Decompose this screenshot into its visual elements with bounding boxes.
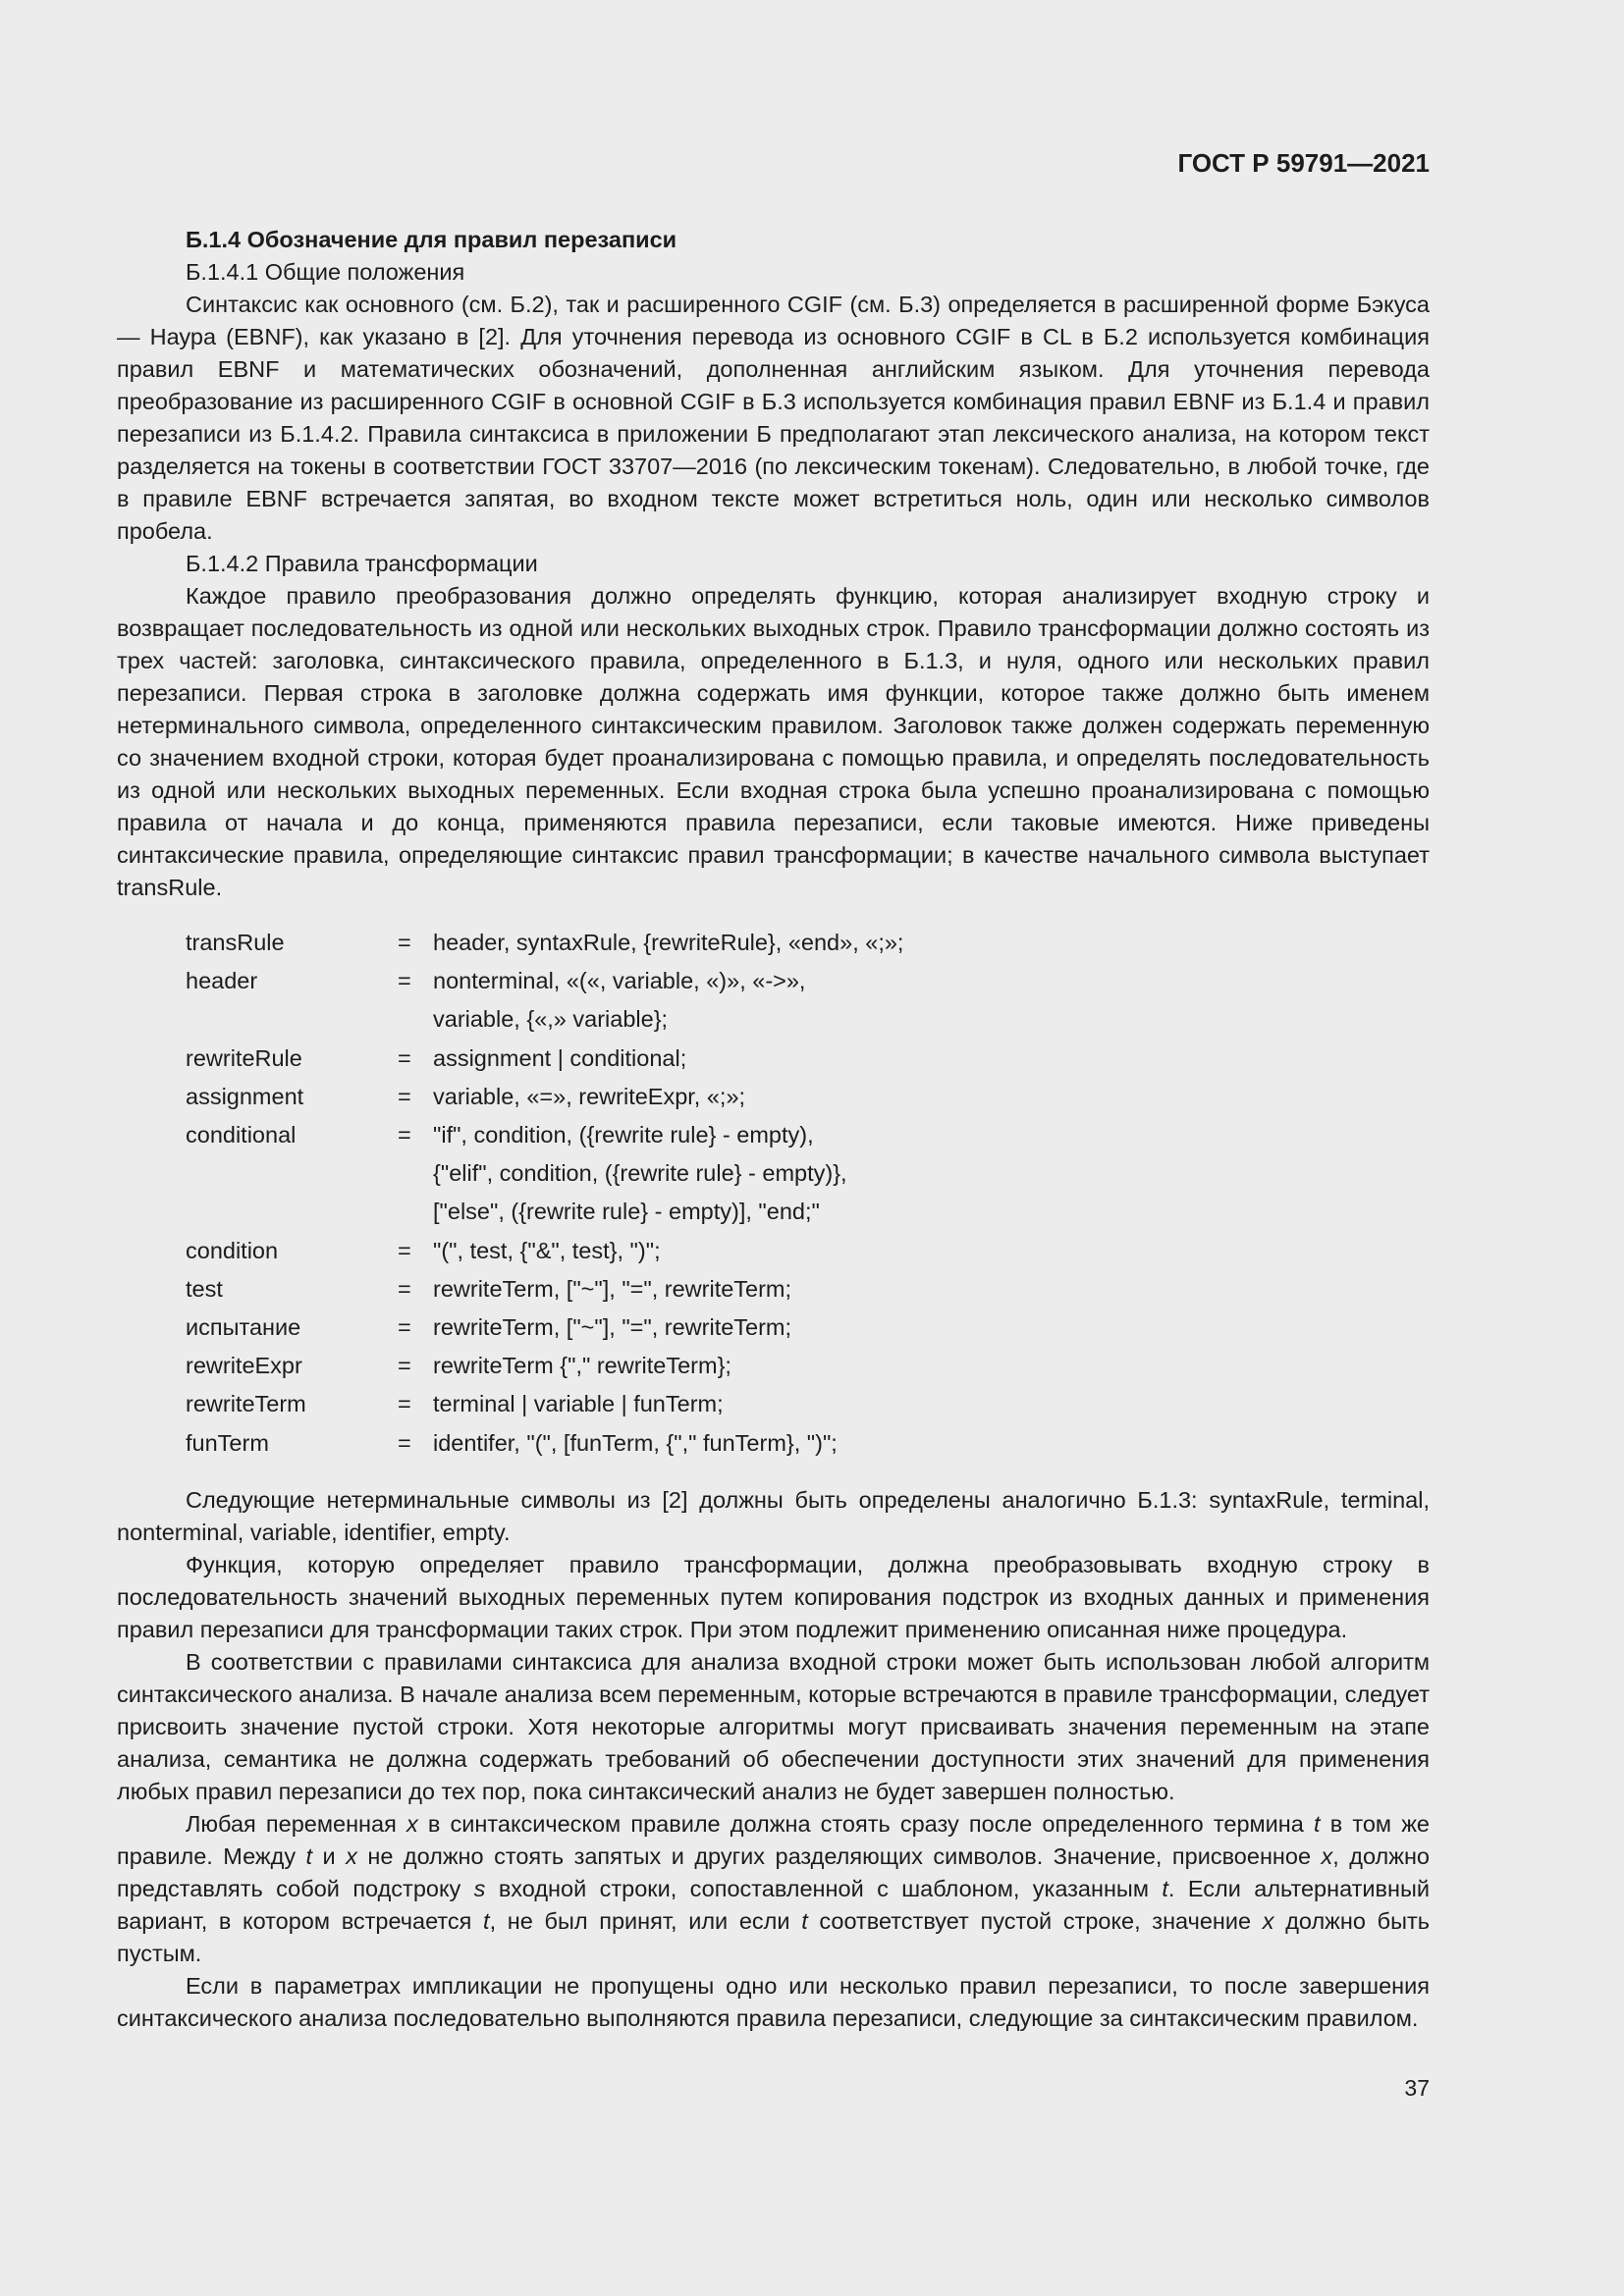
grammar-rule-name: [186, 1154, 398, 1193]
grammar-rule-body: {"elif", condition, ({rewrite rule} - empty)},: [433, 1160, 847, 1187]
grammar-rule-name: испытание: [186, 1314, 301, 1341]
grammar-rule-name: transRule: [186, 930, 285, 955]
grammar-block: [186, 924, 1430, 1463]
grammar-rule-name: test: [186, 1275, 223, 1302]
paragraph-general: Синтаксис как основного (см. Б.2), так и расширенного CGIF (см. Б.3) определяется в расширенной форме Бэкуса — Наура (EBNF), как указано в [2]. Для уточнения перевода из основного CGIF в CL в Б.2 используется комбинация правил EBNF и математических обозначений, дополненная английским языком. Для уточнения перевода преобразование из расширенного CGIF в основной CGIF в Б.3 используется комбинация правил EBNF из Б.1.4 и правил перезаписи из Б.1.4.2. Правила синтаксиса в приложении Б предполагают этап лексического анализа, на котором текст разделяется на токены в соответствии ГОСТ 33707—2016 (по лексическим токенам). Следовательно, в любой точке, где в правиле EBNF встречается запятая, во входном тексте может встретиться ноль, один или несколько символов пробела.: [117, 292, 1430, 544]
grammar-rule-equals: =: [398, 1429, 411, 1456]
grammar-rule-body: nonterminal, «(«, variable, «)», «->»,: [433, 968, 806, 994]
text-run: , должно представлять собой подстроку: [117, 1842, 1430, 1901]
text-run: соответствует пустой строке, значение: [807, 1907, 1263, 1934]
variable-x: x: [406, 1810, 418, 1837]
grammar-rule-body: terminal | variable | funTerm;: [433, 1391, 724, 1417]
grammar-rule: [186, 1232, 1430, 1270]
grammar-rule-equals: =: [398, 1353, 411, 1379]
grammar-rule-equals: [398, 1193, 433, 1231]
grammar-rule-name: condition: [186, 1237, 279, 1263]
grammar-rule-body: rewriteTerm, ["~"], "=", rewriteTerm;: [433, 1275, 792, 1302]
text-run: в синтаксическом правиле должна стоять сразу после определенного термина: [417, 1810, 1315, 1837]
grammar-rule-body: assignment | conditional;: [433, 1044, 687, 1071]
text-run: Любая переменная: [186, 1810, 406, 1837]
subsection-title-general: Б.1.4.1 Общие положения: [186, 259, 465, 285]
grammar-rule-name: rewriteExpr: [186, 1353, 302, 1379]
paragraph-analysis: В соответствии с правилами синтаксиса для анализа входной строки может быть использован любой алгоритм синтаксического анализа. В начале анализа всем переменным, которые встречаются в правиле трансформации, следует присвоить значение пустой строки. Хотя некоторые алгоритмы могут присваивать значения переменным на этапе анализа, семантика не должна содержать требований об обеспечении доступности этих значений для применения любых правил перезаписи до тех пор, пока синтаксический анализ не будет завершен полностью.: [117, 1648, 1430, 1804]
variable-x: x: [1321, 1842, 1333, 1869]
grammar-rule-equals: =: [398, 968, 411, 994]
paragraph-variables: [117, 1808, 1430, 1970]
grammar-rule: [186, 1270, 1430, 1308]
grammar-rule-body: rewriteTerm, ["~"], "=", rewriteTerm;: [433, 1314, 792, 1341]
grammar-rule-body: "(", test, {"&", test}, ")";: [433, 1237, 661, 1263]
variable-t: t: [305, 1842, 313, 1869]
page-content: [117, 224, 1430, 2035]
grammar-rule: [186, 1116, 1430, 1154]
grammar-rule-body: variable, {«,» variable};: [433, 1006, 669, 1033]
text-run: в том же правиле. Между: [117, 1810, 1431, 1869]
grammar-rule-name: header: [186, 968, 258, 994]
grammar-rule-body: header, syntaxRule, {rewriteRule}, «end», «;»;: [433, 930, 904, 955]
grammar-rule-name: conditional: [186, 1122, 297, 1148]
page-number: 37: [1404, 2075, 1430, 2101]
grammar-rule: [186, 1385, 1430, 1423]
grammar-rule-body: ["else", ({rewrite rule} - empty)], "end;": [433, 1199, 820, 1225]
variable-x: x: [346, 1842, 357, 1869]
grammar-rule-equals: =: [398, 1083, 411, 1109]
grammar-rule-name: [186, 1000, 398, 1039]
grammar-rule-equals: =: [398, 1275, 411, 1302]
variable-t: t: [1314, 1810, 1321, 1837]
paragraph-rewrite: Если в параметрах импликации не пропущены одно или несколько правил перезаписи, то после завершения синтаксического анализа последовательно выполняются правила перезаписи, следующие за синтаксическим правилом.: [117, 1972, 1430, 2031]
grammar-rule-equals: =: [398, 930, 411, 955]
text-run: не должно стоять запятых и других разделяющих символов. Значение, присвоенное: [356, 1842, 1322, 1869]
variable-x: x: [1262, 1907, 1274, 1934]
grammar-rule: [186, 1154, 1430, 1193]
grammar-rule: [186, 1000, 1430, 1039]
variable-t: t: [483, 1907, 490, 1934]
subsection-title-transformation: Б.1.4.2 Правила трансформации: [186, 551, 538, 576]
grammar-rule-name: rewriteTerm: [186, 1391, 306, 1417]
variable-t: t: [1162, 1875, 1168, 1901]
variable-s: s: [473, 1875, 486, 1901]
grammar-rule-equals: [398, 1000, 433, 1039]
grammar-rule: [186, 1193, 1430, 1231]
grammar-rule: [186, 1424, 1430, 1463]
grammar-rule: [186, 1347, 1430, 1385]
grammar-rule-name: assignment: [186, 1083, 304, 1109]
text-run: должно быть пустым.: [117, 1907, 1430, 1966]
grammar-rule-equals: =: [398, 1122, 411, 1148]
grammar-rule-equals: =: [398, 1044, 411, 1071]
grammar-rule: [186, 962, 1430, 1000]
grammar-rule-name: funTerm: [186, 1429, 269, 1456]
grammar-rule: [186, 1308, 1430, 1347]
grammar-rule-body: variable, «=», rewriteExpr, «;»;: [433, 1083, 746, 1109]
standard-id: ГОСТ Р 59791—2021: [1177, 148, 1430, 178]
grammar-rule-body: identifer, "(", [funTerm, {"," funTerm}, ")";: [433, 1429, 838, 1456]
grammar-rule-equals: =: [398, 1237, 411, 1263]
paragraph-transformation: Каждое правило преобразования должно определять функцию, которая анализирует входную строку и возвращает последовательность из одной или нескольких выходных строк. Правило трансформации должно состоять из трех частей: заголовка, синтаксического правила, определенного в Б.1.3, и нуля, одного или нескольких правил перезаписи. Первая строка в заголовке должна содержать имя функции, которое также должно быть именем нетерминального символа, определенного синтаксическим правилом. Заголовок также должен содержать переменную со значением входной строки, которая будет проанализирована с помощью правила, и определять последовательность из одной или нескольких выходных переменных. Если входная строка была успешно проанализирована с помощью правила от начала и до конца, применяются правила перезаписи, если таковые имеются. Ниже приведены синтаксические правила, определяющие синтаксис правил трансформации; в качестве начального символа выступает transRule.: [117, 583, 1430, 900]
grammar-rule-equals: =: [398, 1314, 411, 1341]
variable-t: t: [801, 1907, 808, 1934]
paragraph-function: Функция, которую определяет правило трансформации, должна преобразовывать входную строку в последовательность значений выходных переменных путем копирования подстрок из входных данных и применения правил перезаписи для трансформации таких строк. При этом подлежит применению описанная ниже процедура.: [117, 1551, 1430, 1642]
grammar-rule-name: rewriteRule: [186, 1044, 302, 1071]
text-run: . Если альтернативный вариант, в котором встречается: [117, 1875, 1430, 1934]
section-heading: Б.1.4 Обозначение для правил перезаписи: [186, 227, 677, 252]
paragraph-nonterminals: Следующие нетерминальные символы из [2] должны быть определены аналогично Б.1.3: syntaxRule, terminal, nonterminal, variable, identifier, empty.: [117, 1486, 1430, 1545]
text-run: входной строки, сопоставленной с шаблоном, указанным: [485, 1875, 1163, 1901]
grammar-rule: [186, 1040, 1430, 1078]
grammar-rule-body: rewriteTerm {"," rewriteTerm};: [433, 1353, 731, 1379]
text-run: и: [312, 1842, 347, 1869]
text-run: , не был принят, или если: [489, 1907, 802, 1934]
grammar-rule: [186, 924, 1430, 962]
grammar-rule-body: "if", condition, ({rewrite rule} - empty),: [433, 1122, 814, 1148]
grammar-rule-equals: =: [398, 1391, 411, 1417]
grammar-rule-name: [186, 1193, 398, 1231]
grammar-rule: [186, 1078, 1430, 1116]
grammar-rule-equals: [398, 1154, 433, 1193]
